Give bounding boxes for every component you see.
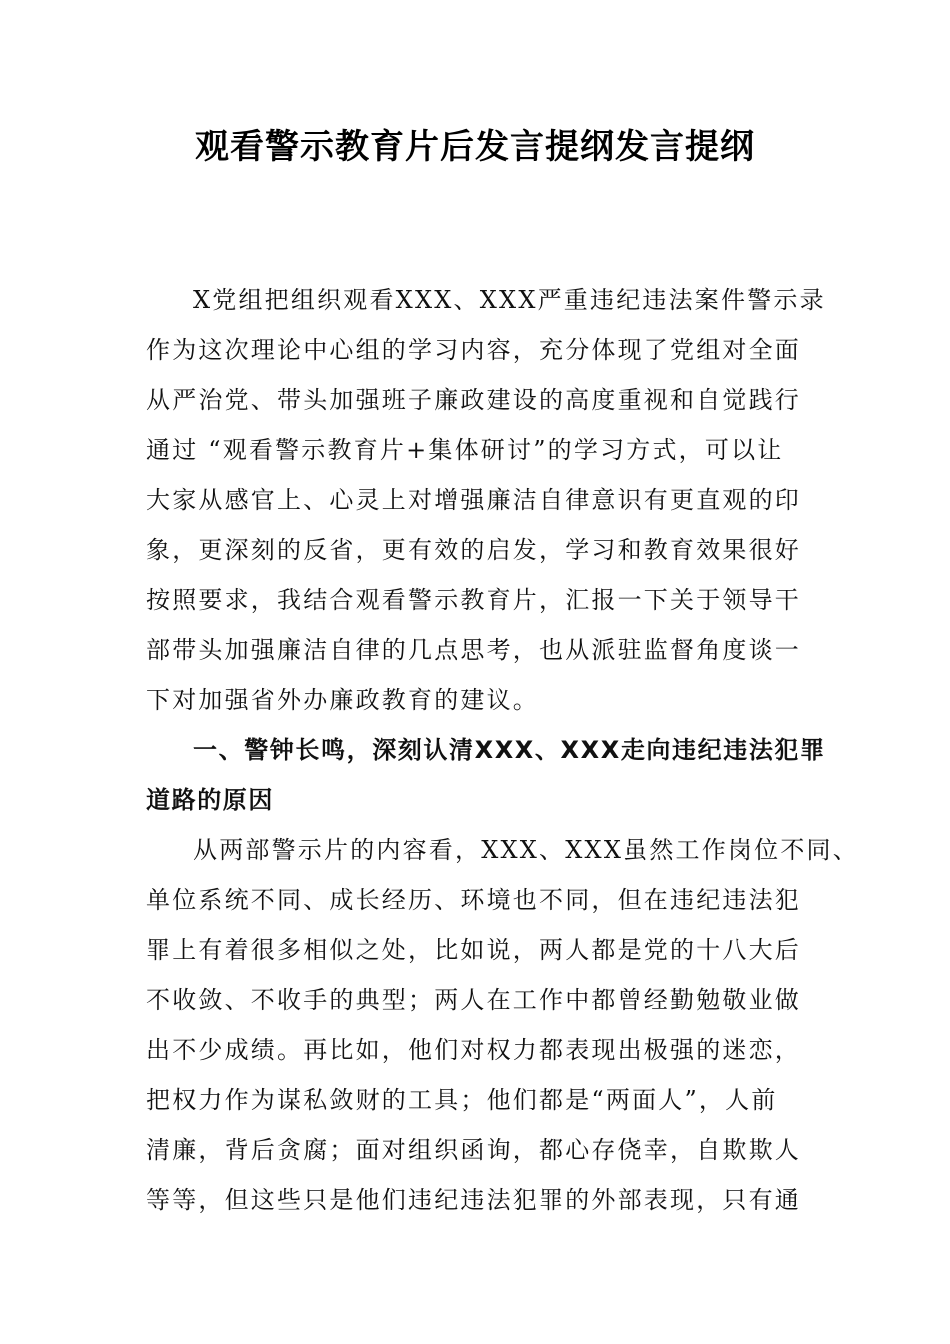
paragraph-line: 等等，但这些只是他们违纪违法犯罪的外部表现，只有通 — [146, 1186, 801, 1214]
paragraph-line: 大家从感官上、心灵上对增强廉洁自律意识有更直观的印 — [146, 486, 801, 514]
paragraph-line: 象，更深刻的反省，更有效的启发，学习和教育效果很好 — [146, 536, 801, 564]
paragraph-line: 从严治党、带头加强班子廉政建设的高度重视和自觉践行 — [146, 386, 801, 414]
paragraph-line: 从两部警示片的内容看，XXX、XXX虽然工作岗位不同、 — [193, 836, 859, 864]
paragraph-line: 清廉，背后贪腐；面对组织函询，都心存侥幸，自欺欺人 — [146, 1136, 801, 1164]
paragraph-line: 单位系统不同、成长经历、环境也不同，但在违纪违法犯 — [146, 886, 801, 914]
paragraph-line: 部带头加强廉洁自律的几点思考，也从派驻监督角度谈一 — [146, 636, 801, 664]
paragraph-line: 出不少成绩。再比如，他们对权力都表现出极强的迷恋， — [146, 1036, 801, 1064]
document-title: 观看警示教育片后发言提纲发言提纲 — [195, 127, 755, 167]
paragraph-line: X党组把组织观看XXX、XXX严重违纪违法案件警示录 — [193, 286, 826, 314]
section-heading-line: 一、警钟长鸣，深刻认清XXX、XXX走向违纪违法犯罪 — [193, 736, 826, 764]
paragraph-line: 下对加强省外办廉政教育的建议。 — [146, 686, 539, 714]
paragraph-line: 不收敛、不收手的典型；两人在工作中都曾经勤勉敬业做 — [146, 986, 801, 1014]
paragraph-line: 把权力作为谋私敛财的工具；他们都是“两面人”，人前 — [146, 1086, 778, 1114]
paragraph-line: 罪上有着很多相似之处，比如说，两人都是党的十八大后 — [146, 936, 801, 964]
paragraph-line: 作为这次理论中心组的学习内容，充分体现了党组对全面 — [146, 336, 801, 364]
section-heading-line: 道路的原因 — [146, 786, 274, 814]
paragraph-line: 通过 “观看警示教育片+集体研讨”的学习方式，可以让 — [146, 436, 784, 464]
paragraph-line: 按照要求，我结合观看警示教育片，汇报一下关于领导干 — [146, 586, 801, 614]
